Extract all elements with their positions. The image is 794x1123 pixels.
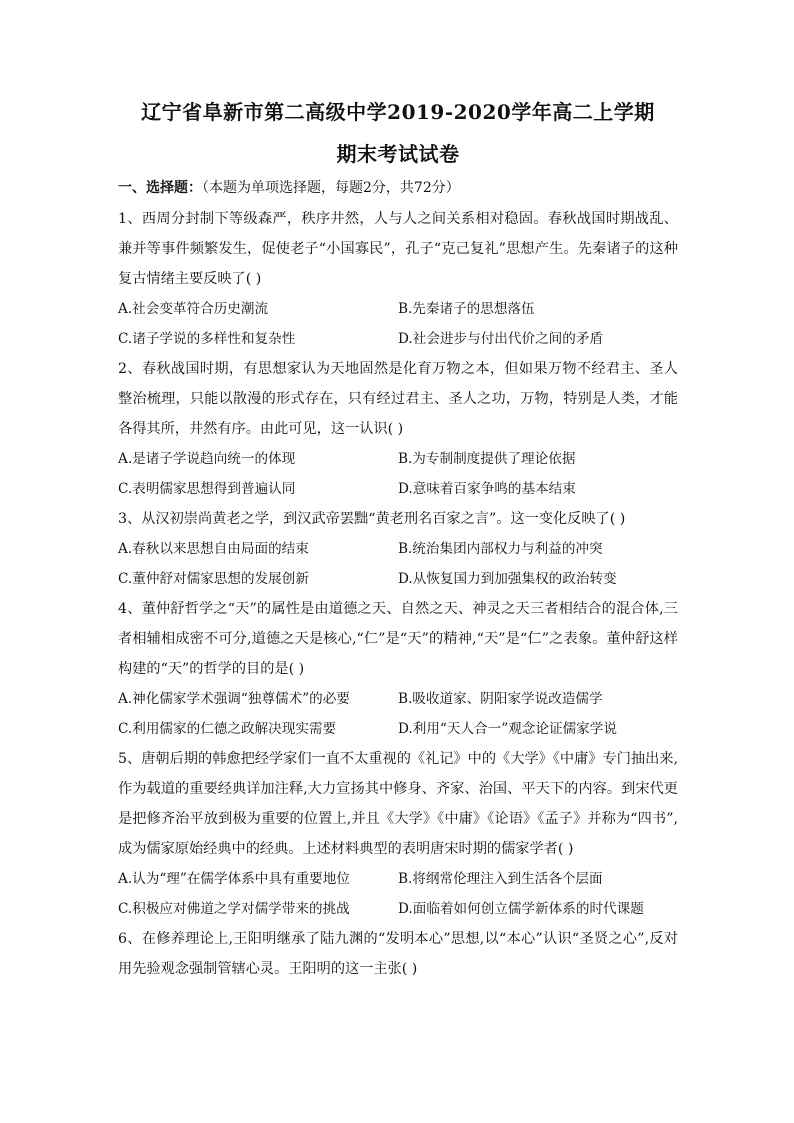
option-d: D.从恢复国力到加强集权的政治转变 xyxy=(398,571,617,587)
option-d: D.意味着百家争鸣的基本结束 xyxy=(398,481,576,497)
option-b: B.统治集团内部权力与利益的冲突 xyxy=(398,541,603,557)
exam-title-line2: 期末考试试卷 xyxy=(336,142,460,166)
question-stem: 6、在修养理论上,王阳明继承了陆九渊的“发明本心”思想,以“本心”认识“圣贤之心”,反对用先验观念强制管辖心灵。王阳明的这一主张( ) xyxy=(118,931,678,977)
question-stem: 4、董仲舒哲学之“天”的属性是由道德之天、自然之天、神灵之天三者相结合的混合体,三者相辅相成密不可分,道德之天是核心,“仁”是“天”的精神,“天”是“仁”之表象。董仲舒这样构建的“天”的哲学的目的是( ) xyxy=(118,601,678,677)
option-list xyxy=(118,864,678,924)
option-a: A.是诸子学说趋向统一的体现 xyxy=(118,451,296,467)
option-b: B.将纲常伦理注入到生活各个层面 xyxy=(398,871,603,887)
question-stem: 5、唐朝后期的韩愈把经学家们一直不太重视的《礼记》中的《大学》《中庸》专门抽出来,作为载道的重要经典详加注释,大力宣扬其中修身、齐家、治国、平天下的内容。到宋代更是把修齐治平放到极为重要的位置上,并且《大学》《中庸》《论语》《孟子》并称为“四书”,成为儒家原始经典中的经典。上述材料典型的表明唐宋时期的儒家学者( ) xyxy=(118,751,678,857)
option-list xyxy=(118,534,678,594)
option-c: C.表明儒家思想得到普遍认同 xyxy=(118,481,296,497)
option-d: D.面临着如何创立儒学新体系的时代课题 xyxy=(398,901,644,917)
question-stem: 3、从汉初崇尚黄老之学，到汉武帝罢黜“黄老刑名百家之言”。这一变化反映了( ) xyxy=(118,511,626,527)
option-list xyxy=(118,684,678,744)
option-c: C.利用儒家的仁德之政解决现实需要 xyxy=(118,721,337,737)
option-a: A.社会变革符合历史潮流 xyxy=(118,301,269,317)
option-a: A.认为“理”在儒学体系中具有重要地位 xyxy=(118,871,350,887)
option-c: C.诸子学说的多样性和复杂性 xyxy=(118,331,296,347)
option-b: B.吸收道家、阴阳家学说改造儒学 xyxy=(398,691,603,707)
option-list xyxy=(118,444,678,504)
exam-page xyxy=(118,96,678,984)
question-2 xyxy=(118,354,678,504)
question-3 xyxy=(118,504,678,594)
question-1 xyxy=(118,204,678,354)
question-stem: 2、春秋战国时期，有思想家认为天地固然是化育万物之本，但如果万物不经君主、圣人整治梳理，只能以散漫的形式存在，只有经过君主、圣人之功，万物，特别是人类，才能各得其所，井然有序。由此可见，这一认识( ) xyxy=(118,361,678,437)
question-4 xyxy=(118,594,678,744)
section-head: 一、选择题： xyxy=(118,180,202,196)
question-stem: 1、西周分封制下等级森严，秩序井然，人与人之间关系相对稳固。春秋战国时期战乱、兼并等事件频繁发生，促使老子“小国寡民”，孔子“克己复礼”思想产生。先秦诸子的这种复古情绪主要反映了( ) xyxy=(118,211,678,287)
exam-title-line1: 辽宁省阜新市第二高级中学2019-2020学年高二上学期 xyxy=(141,100,655,124)
option-a: A.神化儒家学术强调“独尊儒术”的必要 xyxy=(118,691,350,707)
question-5 xyxy=(118,744,678,924)
option-b: B.为专制制度提供了理论依据 xyxy=(398,451,576,467)
section-heading xyxy=(118,176,678,200)
option-d: D.利用“天人合一”观念论证儒家学说 xyxy=(398,721,617,737)
option-c: C.积极应对佛道之学对儒学带来的挑战 xyxy=(118,901,350,917)
option-c: C.董仲舒对儒家思想的发展创新 xyxy=(118,571,309,587)
option-d: D.社会进步与付出代价之间的矛盾 xyxy=(398,331,604,347)
option-list xyxy=(118,294,678,354)
option-b: B.先秦诸子的思想落伍 xyxy=(398,301,535,317)
question-6 xyxy=(118,924,678,984)
section-note: （本题为单项选择题，每题2分，共72分） xyxy=(202,180,460,196)
option-a: A.春秋以来思想自由局面的结束 xyxy=(118,541,309,557)
